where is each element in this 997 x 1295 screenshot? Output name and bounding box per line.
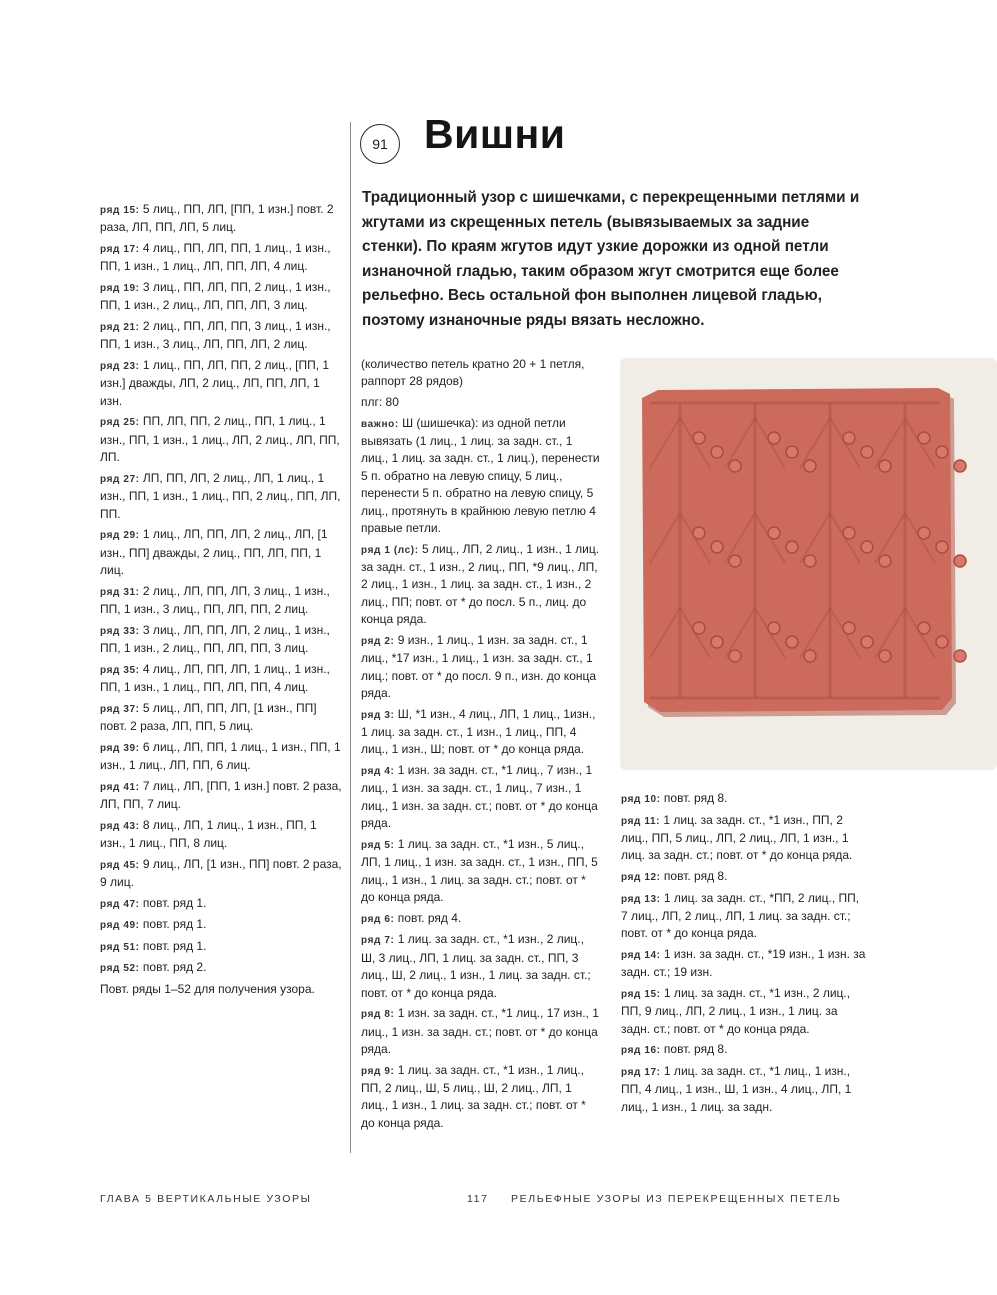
row-text: повт. ряд 4. [394, 910, 462, 925]
row-instruction [100, 583, 345, 619]
row-instruction [100, 526, 345, 579]
row-text: 1 изн. за задн. ст., *19 изн., 1 изн. за задн. ст.; 19 изн. [621, 947, 866, 980]
row-label: ряд 16: [621, 1045, 661, 1057]
row-label: ряд 5: [361, 839, 395, 851]
swatch-bobble [711, 446, 723, 458]
row-label: ряд 33: [100, 625, 140, 637]
row-instruction [621, 790, 866, 808]
row-text: 5 лиц., ЛП, 2 лиц., 1 изн., 1 лиц. за задн. ст., 1 изн., 2 лиц., ПП, *9 лиц., ЛП, 2 лиц., 1 изн., 1 лиц. за задн. ст., 1 изн., 2 лиц., ПП; повт. от * до посл. 5 п., лиц. до конца ряда. [361, 541, 600, 627]
row-instruction [100, 778, 345, 814]
row-instruction [100, 201, 345, 237]
row-label: ряд 39: [100, 742, 140, 754]
footer-section: РЕЛЬЕФНЫЕ УЗОРЫ ИЗ ПЕРЕКРЕЩЕННЫХ ПЕТЕЛЬ [511, 1193, 842, 1205]
row-instruction [100, 959, 345, 977]
row-label: ряд 17: [100, 244, 140, 255]
row-instruction [100, 240, 345, 276]
swatch-bobble [936, 636, 948, 648]
row-label: ряд 43: [100, 820, 140, 832]
row-instruction [100, 895, 345, 913]
swatch-bobble [918, 527, 930, 539]
swatch-bobble [804, 460, 816, 472]
swatch-bobble [786, 636, 798, 648]
row-instruction [621, 812, 866, 865]
row-text: 3 лиц., ПП, ЛП, ПП, 2 лиц., 1 изн., ПП, 1 изн., 2 лиц., ЛП, ПП, ЛП, 3 лиц. [100, 280, 331, 313]
swatch-bobble [954, 460, 966, 472]
swatch-bobble [729, 650, 741, 662]
row-text: 2 лиц., ПП, ЛП, ПП, 3 лиц., 1 изн., ПП, 1 изн., 3 лиц., ЛП, ПП, ЛП, 2 лиц. [100, 319, 331, 352]
row-text: 1 лиц. за задн. ст., *ПП, 2 лиц., ПП, 7 лиц., ЛП, 2 лиц., ЛП, 1 лиц. за задн. ст.; повт. от * до конца ряда. [621, 890, 860, 941]
row-label: ряд 13: [621, 893, 661, 905]
row-instruction [621, 1041, 866, 1059]
swatch-bobble [954, 555, 966, 567]
row-instruction [361, 910, 601, 928]
row-label: ряд 52: [100, 963, 140, 975]
row-instruction [100, 856, 345, 892]
swatch-bobble [729, 460, 741, 472]
pattern-title: Вишни [424, 111, 566, 157]
row-instruction [361, 762, 601, 833]
row-label: ряд 6: [361, 913, 395, 925]
row-label: ряд 4: [361, 766, 395, 778]
row-text: 3 лиц., ЛП, ПП, ЛП, 2 лиц., 1 изн., ПП, 1 изн., 2 лиц., ПП, ЛП, ПП, 3 лиц. [100, 622, 330, 656]
row-instruction [621, 985, 866, 1038]
swatch-bobble [861, 541, 873, 553]
row-text: 9 изн., 1 лиц., 1 изн. за задн. ст., 1 лиц., *17 изн., 1 лиц., 1 изн. за задн. ст., 1 лиц.; повт. от * до посл. 9 п., изн. до конца ряда. [361, 632, 597, 701]
row-text: ЛП, ПП, ЛП, 2 лиц., ЛП, 1 лиц., 1 изн., ПП, 1 изн., 1 лиц., ПП, 2 лиц., ПП, ЛП, ПП. [100, 470, 341, 521]
row-instruction [621, 868, 866, 886]
row-text: повт. ряд 2. [139, 960, 207, 975]
swatch-bobble [729, 555, 741, 567]
row-text: 1 лиц. за задн. ст., *1 изн., ПП, 2 лиц., ПП, 5 лиц., ЛП, 2 лиц., ЛП, 1 изн., 1 лиц. за задн. ст.; повт. от * до конца ряда. [621, 812, 853, 863]
row-text: повт. ряд 8. [660, 791, 728, 805]
repeat-instruction: Повт. ряды 1–52 для получения узора. [100, 982, 315, 996]
row-text: ПП, ЛП, ПП, 2 лиц., ПП, 1 лиц., 1 изн., ПП, 1 изн., 1 лиц., ЛП, 2 лиц., ЛП, ПП, ЛП. [100, 414, 340, 465]
row-instruction [100, 739, 345, 775]
row-label: ряд 14: [621, 950, 661, 961]
row-text: 1 лиц., ЛП, ПП, ЛП, 2 лиц., ЛП, [1 изн., ПП] дважды, 2 лиц., ПП, ЛП, ПП, 1 лиц. [100, 527, 328, 578]
row-text: 1 лиц., ПП, ЛП, ПП, 2 лиц., [ПП, 1 изн.] дважды, ЛП, 2 лиц., ЛП, ПП, ЛП, 1 изн. [100, 358, 330, 408]
row-label: ряд 51: [100, 941, 140, 953]
row-instruction [361, 1062, 601, 1133]
row-label: ряд 15: [100, 205, 140, 216]
row-label: ряд 21: [100, 322, 140, 333]
row-instruction [100, 938, 345, 956]
row-instruction [100, 916, 345, 934]
row-label: ряд 37: [100, 703, 140, 715]
row-instruction [100, 318, 345, 354]
row-instruction [100, 357, 345, 410]
stitch-count-note: (количество петель кратно 20 + 1 петля, раппорт 28 рядов) [361, 357, 585, 389]
row-label: ряд 35: [100, 664, 140, 676]
row-label: ряд 7: [361, 935, 395, 947]
row-text: повт. ряд 8. [660, 1042, 728, 1057]
row-text: повт. ряд 1. [139, 895, 207, 910]
row-text: повт. ряд 1. [139, 917, 207, 932]
row-text: 1 изн. за задн. ст., *1 лиц., 7 изн., 1 лиц., 1 изн. за задн. ст., 1 лиц., 7 изн., 1 лиц., 1 изн. за задн. ст.; повт. от * до конца ряда. [361, 763, 598, 831]
row-instruction [361, 706, 601, 759]
row-instruction [361, 541, 601, 629]
row-instruction [621, 946, 866, 982]
knitted-swatch-photo [620, 358, 997, 770]
row-text: 2 лиц., ЛП, ПП, ЛП, 3 лиц., 1 изн., ПП, 1 изн., 3 лиц., ПП, ЛП, ПП, 2 лиц. [100, 583, 330, 617]
pattern-number-badge: 91 [360, 124, 400, 164]
row-label: ряд 10: [621, 794, 661, 805]
swatch-bobble [861, 446, 873, 458]
row-text: 4 лиц., ЛП, ПП, ЛП, 1 лиц., 1 изн., ПП, 1 изн., 1 лиц., ПП, ЛП, ПП, 4 лиц. [100, 661, 330, 695]
row-text: 1 лиц. за задн. ст., *1 лиц., 1 изн., ПП, 4 лиц., 1 изн., Ш, 1 изн., 4 лиц., ЛП, 1 лиц., 1 изн., 1 лиц. за задн. [621, 1064, 852, 1114]
row-label: ряд 49: [100, 920, 140, 932]
row-text: 5 лиц., ПП, ЛП, [ПП, 1 изн.] повт. 2 раза, ЛП, ПП, ЛП, 5 лиц. [100, 202, 334, 235]
instructions-column-1 [100, 201, 345, 1002]
important-text: Ш (шишечка): из одной петли вывязать (1 лиц., 1 лиц. за задн. ст., 1 лиц., 1 лиц. за задн. ст., 1 лиц.), перенести 5 п. обратно на левую спицу, 5 лиц., перенести 5 п. обратно на левую спицу, 5 лиц., протянуть в крайнюю левую петлю 4 правые петли. [361, 415, 600, 536]
row-label: ряд 8: [361, 1009, 395, 1021]
row-text: 8 лиц., ЛП, 1 лиц., 1 изн., ПП, 1 изн., 1 лиц., ПП, 8 лиц. [100, 817, 317, 851]
row-label: ряд 41: [100, 781, 140, 793]
column-divider [350, 122, 351, 1153]
footer-page-number: 117 [467, 1193, 489, 1205]
row-instruction [100, 470, 345, 523]
row-text: 5 лиц., ЛП, ПП, ЛП, [1 изн., ПП] повт. 2 раза, ЛП, ПП, 5 лиц. [100, 700, 317, 734]
row-text: 9 лиц., ЛП, [1 изн., ПП] повт. 2 раза, 9 лиц. [100, 856, 342, 890]
row-text: 1 лиц. за задн. ст., *1 изн., 2 лиц., Ш, 3 лиц., ЛП, 1 лиц. за задн. ст., ПП, 3 лиц., Ш, 2 лиц., 1 изн., 1 лиц. за задн. ст.; повт. от * до конца ряда. [361, 932, 591, 1000]
row-text: 4 лиц., ПП, ЛП, ПП, 1 лиц., 1 изн., ПП, 1 изн., 1 лиц., ЛП, ПП, ЛП, 4 лиц. [100, 241, 331, 274]
row-label: ряд 1 (лс): [361, 544, 419, 556]
row-instruction [100, 622, 345, 658]
row-label: ряд 29: [100, 530, 140, 542]
row-label: ряд 45: [100, 859, 140, 871]
row-label: ряд 23: [100, 361, 140, 372]
row-instruction [100, 413, 345, 466]
row-instruction [100, 661, 345, 697]
row-label: ряд 11: [621, 815, 661, 827]
row-instruction [361, 632, 601, 703]
swatch-bobble [843, 432, 855, 444]
row-instruction [100, 700, 345, 736]
row-instruction [361, 931, 601, 1002]
swatch-bobble [768, 432, 780, 444]
row-instruction [621, 890, 866, 943]
instructions-column-2 [361, 356, 601, 1135]
swatch-bobble [879, 460, 891, 472]
important-label: важно: [361, 418, 399, 430]
row-label: ряд 47: [100, 898, 140, 910]
swatch-bobble [918, 622, 930, 634]
row-label: ряд 17: [621, 1067, 661, 1078]
swatch-bobble [768, 527, 780, 539]
swatch-bobble [843, 527, 855, 539]
swatch-bobble [918, 432, 930, 444]
row-text: повт. ряд 8. [660, 869, 728, 883]
row-label: ряд 12: [621, 872, 661, 883]
swatch-bobble [711, 541, 723, 553]
row-label: ряд 15: [621, 989, 661, 1000]
swatch-bobble [843, 622, 855, 634]
row-instruction [100, 817, 345, 853]
swatch-bobble [804, 650, 816, 662]
row-label: ряд 2: [361, 635, 395, 647]
row-label: ряд 31: [100, 586, 140, 598]
row-text: повт. ряд 1. [139, 938, 207, 953]
row-label: ряд 27: [100, 473, 140, 485]
row-instruction [621, 1063, 866, 1116]
swatch-bobble [954, 650, 966, 662]
row-instruction [361, 1005, 601, 1058]
row-label: ряд 25: [100, 417, 140, 429]
gauge-note: плг: 80 [361, 395, 399, 409]
footer-chapter: ГЛАВА 5 ВЕРТИКАЛЬНЫЕ УЗОРЫ [100, 1193, 312, 1205]
swatch-bobble [768, 622, 780, 634]
swatch-bobble [693, 527, 705, 539]
pattern-intro: Традиционный узор с шишечками, с перекрещенными петлями и жгутами из скрещенных петель (вывязываемых за задние стенки). По краям жгутов идут узкие дорожки из одной петли изнаночной гладью, таким образом жгут смотрится еще более рельефно. Весь остальной фон выполнен лицевой гладью, поэтому изнаночные ряды вязать несложно. [362, 189, 860, 329]
swatch-bobble [804, 555, 816, 567]
row-instruction [361, 836, 601, 907]
instructions-column-3 [621, 790, 866, 1119]
row-text: 1 лиц. за задн. ст., *1 изн., 2 лиц., ПП, 9 лиц., ЛП, 2 лиц., 1 изн., 1 лиц. за задн. ст.; повт. от * до конца ряда. [621, 986, 851, 1036]
swatch-bobble [711, 636, 723, 648]
swatch-bobble [693, 622, 705, 634]
swatch-bobble [879, 650, 891, 662]
swatch-bobble [786, 541, 798, 553]
row-label: ряд 3: [361, 709, 395, 721]
row-text: 6 лиц., ЛП, ПП, 1 лиц., 1 изн., ПП, 1 изн., 1 лиц., ЛП, ПП, 6 лиц. [100, 739, 341, 773]
row-label: ряд 9: [361, 1065, 395, 1077]
row-label: ряд 19: [100, 283, 140, 294]
row-text: 1 лиц. за задн. ст., *1 изн., 1 лиц., ПП, 2 лиц., Ш, 5 лиц., Ш, 2 лиц., ЛП, 1 лиц., 1 изн., 1 лиц. за задн. ст.; повт. от * до конца ряда. [361, 1062, 586, 1130]
swatch-bobble [693, 432, 705, 444]
row-text: Ш, *1 изн., 4 лиц., ЛП, 1 лиц., 1изн., 1 лиц. за задн. ст., 1 изн., 1 лиц., ПП, 4 лиц., 1 изн., Ш; повт. от * до конца ряда. [361, 706, 596, 757]
swatch-bobble [936, 541, 948, 553]
important-note [361, 415, 601, 538]
swatch-bobble [936, 446, 948, 458]
swatch-bobble [786, 446, 798, 458]
row-instruction [100, 279, 345, 315]
row-text: 1 изн. за задн. ст., *1 лиц., 17 изн., 1 лиц., 1 изн. за задн. ст.; повт. от * до конца ряда. [361, 1006, 599, 1056]
row-text: 1 лиц. за задн. ст., *1 изн., 5 лиц., ЛП, 1 лиц., 1 изн. за задн. ст., 1 изн., ПП, 5 лиц., 1 изн., 1 лиц. за задн. ст.; повт. от * до конца ряда. [361, 836, 598, 905]
swatch-bobble [861, 636, 873, 648]
swatch-bobble [879, 555, 891, 567]
row-text: 7 лиц., ЛП, [ПП, 1 изн.] повт. 2 раза, ЛП, ПП, 7 лиц. [100, 778, 342, 812]
